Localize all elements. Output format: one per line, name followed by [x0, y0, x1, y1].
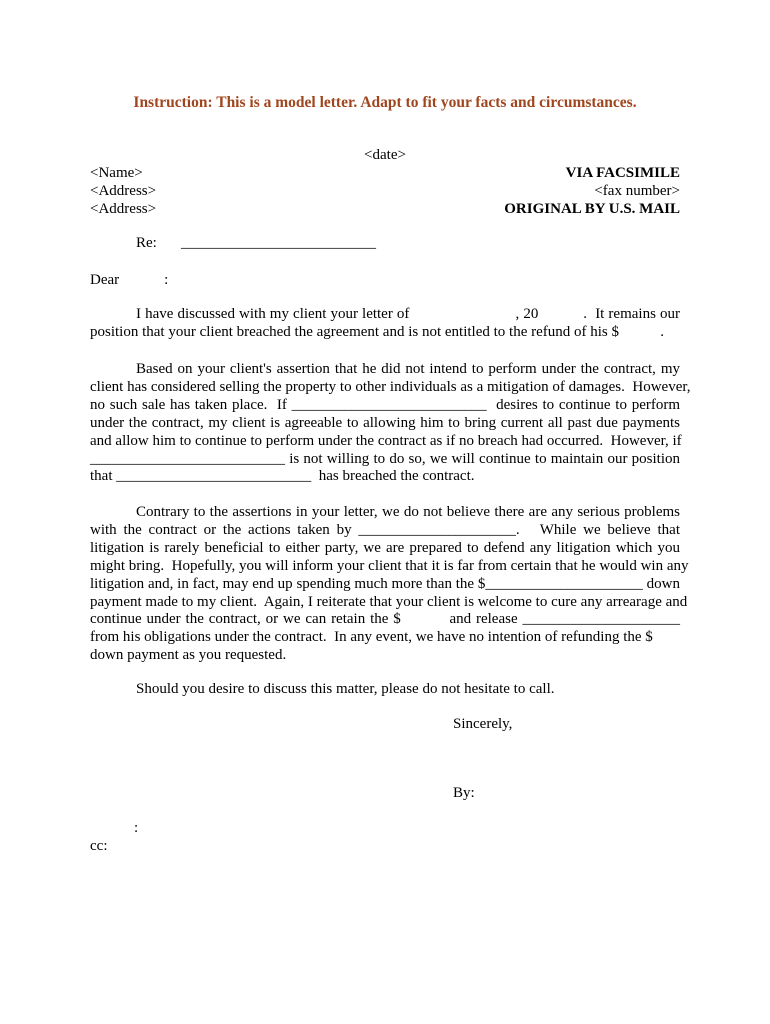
- p3-line-8: from his obligations under the contract. In any event, we have no intention of refunding the $: [90, 629, 653, 646]
- paragraph-2: [90, 361, 691, 486]
- recipient-address-1: <Address>: [90, 183, 157, 199]
- closing-by: By:: [453, 785, 475, 801]
- p3-line-7: continue under the contract, or we can retain the $ and release _____________________: [90, 611, 680, 628]
- letter-date: <date>: [364, 147, 406, 163]
- p2-line-4: under the contract, my client is agreeable to allowing him to bring current all past due payments: [90, 414, 680, 431]
- salutation: Dear :: [90, 272, 169, 288]
- p3-line-1: Contrary to the assertions in your letter, we do not believe there are any serious problems: [136, 504, 680, 520]
- p1-line-1: I have discussed with my client your letter of , 20 . It remains our: [136, 306, 680, 322]
- recipient-name: <Name>: [90, 165, 143, 181]
- p2-line-2: client has considered selling the property to other individuals as a mitigation of damages. However,: [90, 378, 691, 395]
- instruction-note: Instruction: This is a model letter. Adapt to fit your facts and circumstances.: [133, 94, 637, 111]
- paragraph-3: [90, 504, 689, 665]
- delivery-method: VIA FACSIMILE: [565, 165, 680, 181]
- p3-line-4: might bring. Hopefully, you will inform your client that it is far from certain that he would win any: [90, 557, 689, 574]
- re-blank: __________________________: [181, 235, 376, 251]
- p2-line-1: Based on your client's assertion that he did not intend to perform under the contract, my: [136, 361, 680, 377]
- closing-cc: cc:: [90, 838, 108, 854]
- p3-line-9: down payment as you requested.: [90, 647, 287, 664]
- recipient-address-2: <Address>: [90, 201, 157, 217]
- p2-line-7: that __________________________ has breached the contract.: [90, 468, 475, 485]
- fax-number: <fax number>: [594, 183, 680, 199]
- p2-line-6: __________________________ is not willing to do so, we will continue to maintain our position: [90, 450, 680, 467]
- original-by-mail: ORIGINAL BY U.S. MAIL: [504, 201, 680, 217]
- p3-line-2: with the contract or the actions taken by _____________________. While we believe that: [90, 521, 680, 538]
- p3-line-6: payment made to my client. Again, I reiterate that your client is welcome to cure any arrearage and: [90, 593, 688, 610]
- p2-line-3: no such sale has taken place. If __________________________ desires to continue to perform: [90, 396, 680, 413]
- p3-line-3: litigation is rarely beneficial to either party, we are prepared to defend any litigation which you: [90, 539, 680, 556]
- p1-line-2: position that your client breached the agreement and is not entitled to the refund of his $ .: [90, 323, 665, 340]
- re-label: Re:: [136, 235, 157, 251]
- closing-sincerely: Sincerely,: [453, 716, 513, 732]
- paragraph-1: [90, 306, 680, 342]
- closing-colon: :: [134, 820, 139, 836]
- paragraph-4: Should you desire to discuss this matter, please do not hesitate to call.: [136, 681, 555, 697]
- p2-line-5: and allow him to continue to perform under the contract as if no breach had occurred. However, if: [90, 432, 682, 449]
- p3-line-5: litigation and, in fact, may end up spending much more than the $_____________________ down: [90, 575, 680, 592]
